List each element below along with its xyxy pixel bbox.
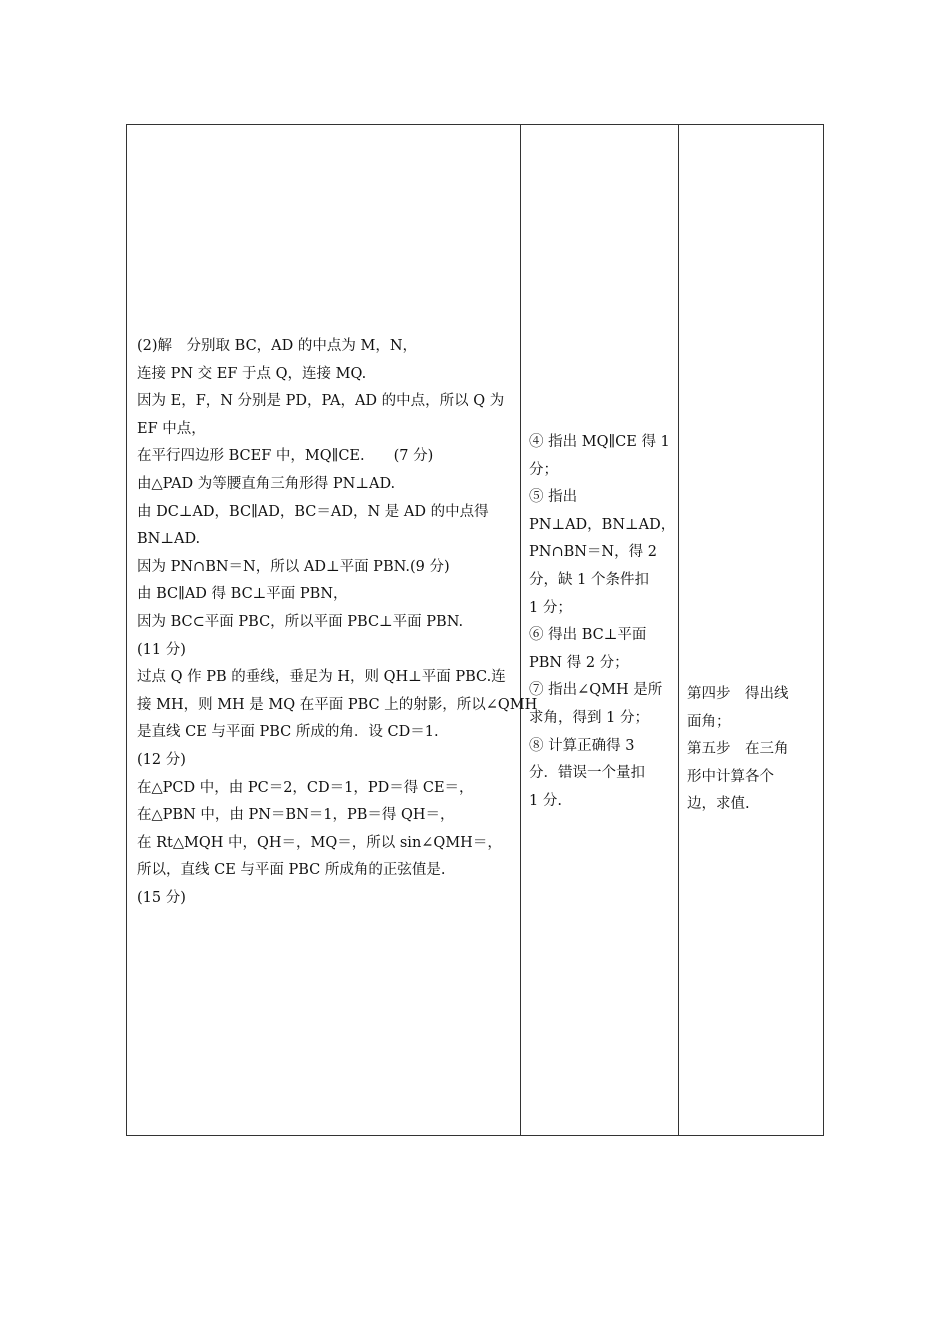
scoring-line: ④ 指出 MQ∥CE 得 1 — [529, 434, 670, 450]
step-line: 第五步 在三角 — [687, 741, 789, 758]
scoring-line: PBN 得 2 分； — [529, 654, 629, 671]
solution-line: 在△PBN 中，由 PN＝BN＝1，PB＝得 QH＝， — [137, 807, 455, 824]
step-line: 第四步 得出线 — [687, 686, 789, 702]
scoring-line: 分； — [529, 461, 558, 478]
solution-line: EF 中点， — [137, 420, 206, 437]
solution-line: 接 MH，则 MH 是 MQ 在平面 PBC 上的射影，所以∠QMH — [137, 696, 538, 713]
solution-line: 由 BC∥AD 得 BC⊥平面 PBN， — [137, 586, 348, 603]
solution-line: 由 DC⊥AD，BC∥AD，BC＝AD，N 是 AD 的中点得 — [137, 503, 489, 520]
steps-column — [679, 125, 823, 1135]
scoring-line: ⑤ 指出 — [529, 489, 578, 506]
solution-line: (2)解 分别取 BC，AD 的中点为 M，N， — [137, 338, 418, 354]
solution-line: 由△PAD 为等腰直角三角形得 PN⊥AD. — [137, 475, 396, 492]
solution-line: 在 Rt△MQH 中，QH＝，MQ＝，所以 sin∠QMH＝， — [137, 834, 502, 851]
solution-line: 因为 PN∩BN＝N，所以 AD⊥平面 PBN.(9 分) — [137, 558, 450, 575]
scoring-line: ⑧ 计算正确得 3 — [529, 737, 635, 754]
scoring-line: 1 分； — [529, 599, 572, 616]
scoring-line: PN⊥AD，BN⊥AD， — [529, 516, 676, 533]
solution-line: 过点 Q 作 PB 的垂线，垂足为 H，则 QH⊥平面 PBC.连 — [137, 669, 506, 686]
solution-line: BN⊥AD. — [137, 531, 201, 548]
solution-line: 在平行四边形 BCEF 中，MQ∥CE. (7 分) — [137, 448, 434, 465]
solution-line: 所以，直线 CE 与平面 PBC 所成角的正弦值是. — [137, 862, 446, 879]
solution-line: (15 分) — [137, 889, 186, 906]
step-line: 边，求值. — [687, 796, 750, 813]
solution-line: 因为 BC⊂平面 PBC，所以平面 PBC⊥平面 PBN. — [137, 613, 464, 630]
solution-column — [127, 125, 538, 1135]
solution-line: (11 分) — [137, 641, 186, 658]
scoring-line: ⑦ 指出∠QMH 是所 — [529, 682, 663, 699]
scoring-line: 分，缺 1 个条件扣 — [529, 571, 649, 588]
scoring-line: ⑥ 得出 BC⊥平面 — [529, 627, 647, 644]
steps-text — [687, 681, 815, 819]
solution-text — [137, 333, 538, 912]
scoring-line: 1 分. — [529, 792, 562, 809]
solution-line: (12 分) — [137, 751, 186, 768]
solution-line: 连接 PN 交 EF 于点 Q，连接 MQ. — [137, 365, 367, 382]
scoring-line: 求角，得到 1 分； — [529, 709, 649, 726]
solution-table — [126, 124, 824, 1136]
scoring-column — [521, 125, 679, 1135]
solution-line: 在△PCD 中，由 PC＝2，CD＝1，PD＝得 CE＝， — [137, 779, 474, 796]
scoring-text — [529, 429, 676, 815]
scoring-line: PN∩BN＝N，得 2 — [529, 544, 657, 561]
solution-line: 是直线 CE 与平面 PBC 所成的角．设 CD＝1. — [137, 724, 439, 741]
step-line: 形中计算各个 — [687, 768, 774, 785]
step-line: 面角； — [687, 713, 731, 730]
solution-line: 因为 E，F，N 分别是 PD，PA，AD 的中点，所以 Q 为 — [137, 393, 505, 410]
scoring-line: 分．错误一个量扣 — [529, 765, 645, 782]
